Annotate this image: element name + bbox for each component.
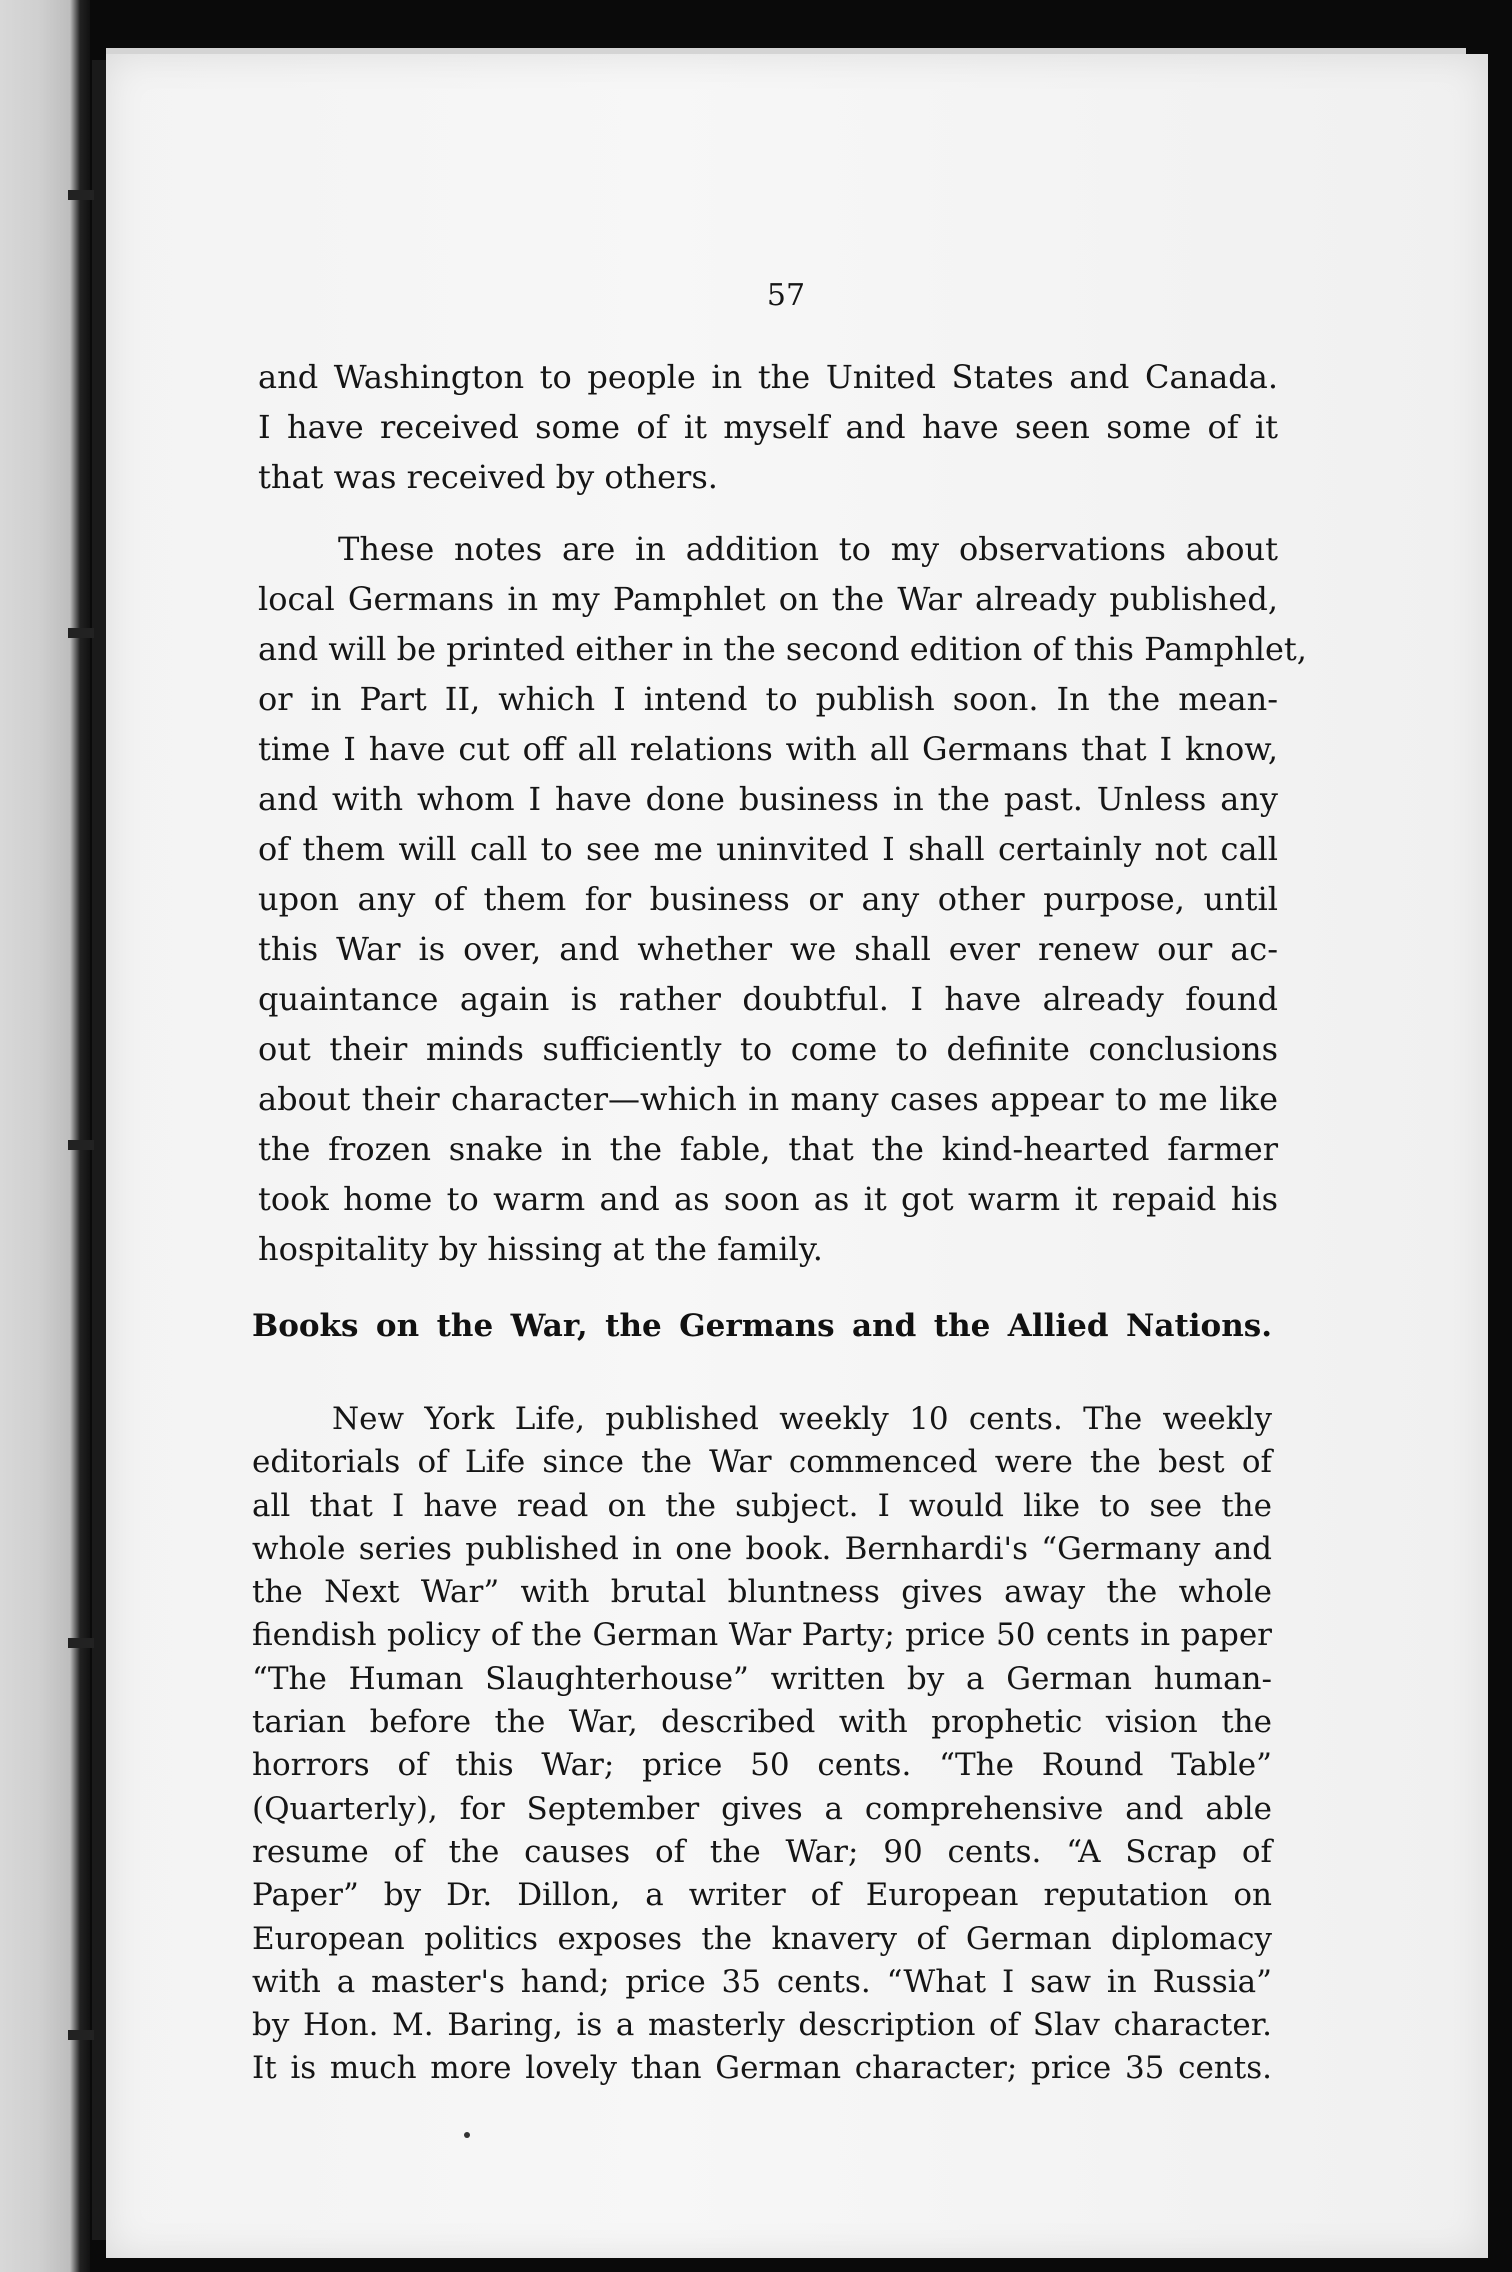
text-line: New York Life, published weekly 10 cents. The weekly — [332, 1401, 1272, 1437]
text-line: time I have cut off all relations with all Germans that I know, — [258, 730, 1278, 768]
paragraph-notes — [258, 524, 1307, 1274]
text-line: this War is over, and whether we shall ever renew our ac- — [258, 930, 1278, 968]
text-line: European politics exposes the knavery of German diplomacy — [252, 1920, 1272, 1957]
stray-mark — [464, 2132, 470, 2138]
text-line: all that I have read on the subject. I would like to see the — [252, 1487, 1272, 1524]
text-line: took home to warm and as soon as it got warm it repaid his — [258, 1180, 1278, 1218]
page-edge-shadow — [92, 60, 106, 2240]
text-line: that was received by others. — [258, 458, 718, 496]
binding-strip — [0, 0, 90, 2272]
text-line: by Hon. M. Baring, is a masterly description of Slav character. — [252, 2007, 1272, 2044]
text-line: and with whom I have done business in the past. Unless any — [258, 780, 1278, 818]
text-line: out their minds sufficiently to come to definite conclusions — [258, 1030, 1278, 1068]
text-line: horrors of this War; price 50 cents. “The Round Table” — [252, 1747, 1272, 1784]
text-line: “The Human Slaughterhouse” written by a German human- — [252, 1660, 1272, 1697]
binding-mark — [68, 2030, 94, 2040]
page-number: 57 — [766, 278, 806, 313]
text-line: or in Part II, which I intend to publish soon. In the mean- — [258, 680, 1278, 718]
text-line: about their character—which in many cases appear to me like — [258, 1080, 1278, 1118]
text-line: (Quarterly), for September gives a comprehensive and able — [252, 1790, 1272, 1827]
text-line: the Next War” with brutal bluntness gives away the whole — [252, 1574, 1272, 1611]
paragraph-books — [252, 1398, 1272, 2091]
text-line: whole series published in one book. Bernhardi's “Germany and — [252, 1530, 1272, 1567]
text-line: quaintance again is rather doubtful. I have already found — [258, 980, 1278, 1018]
text-line: local Germans in my Pamphlet on the War already published, — [258, 580, 1278, 618]
binding-mark — [68, 1140, 94, 1150]
text-line: with a master's hand; price 35 cents. “What I saw in Russia” — [252, 1963, 1272, 2000]
text-line: These notes are in addition to my observations about — [338, 530, 1278, 568]
text-line: editorials of Life since the War commenced were the best of — [252, 1444, 1272, 1481]
paragraph-continuation — [258, 352, 1278, 502]
binding-mark — [68, 1638, 94, 1648]
text-line: fiendish policy of the German War Party; price 50 cents in paper — [252, 1617, 1272, 1654]
text-line: It is much more lovely than German character; price 35 cents. — [252, 2050, 1272, 2087]
text-line: resume of the causes of the War; 90 cents. “A Scrap of — [252, 1833, 1272, 1870]
section-heading: Books on the War, the Germans and the Allied Nations. — [252, 1308, 1272, 1344]
text-line: I have received some of it myself and have seen some of it — [258, 408, 1278, 446]
text-line: the frozen snake in the fable, that the kind-hearted farmer — [258, 1130, 1278, 1168]
text-line: hospitality by hissing at the family. — [258, 1230, 823, 1268]
binding-mark — [68, 628, 94, 638]
text-line: and will be printed either in the second edition of this Pamphlet, — [258, 630, 1307, 668]
text-line: tarian before the War, described with prophetic vision the — [252, 1704, 1272, 1741]
text-line: upon any of them for business or any other purpose, until — [258, 880, 1278, 918]
text-line: and Washington to people in the United States and Canada. — [258, 358, 1278, 396]
text-line: of them will call to see me uninvited I shall certainly not call — [258, 830, 1278, 868]
text-line: Paper” by Dr. Dillon, a writer of European reputation on — [252, 1877, 1272, 1914]
binding-mark — [68, 190, 94, 200]
